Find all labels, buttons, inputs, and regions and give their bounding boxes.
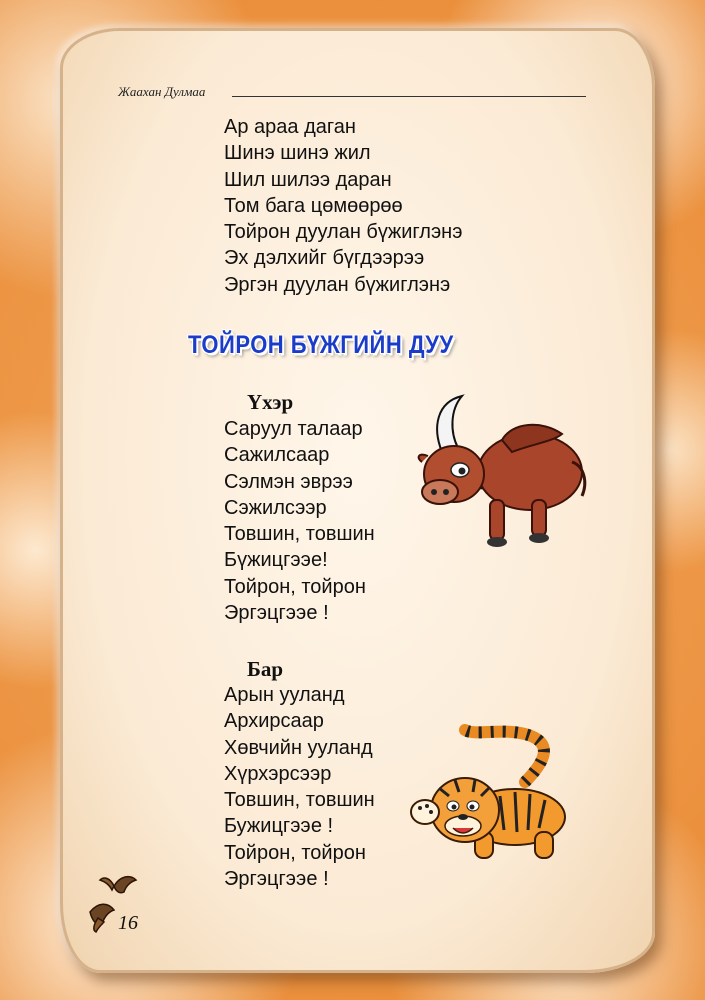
verse-line: Тойрон, тойрон [224,841,366,864]
ox-illustration [412,392,592,552]
verse-line: Эх дэлхийг бүгдээрээ [224,247,425,270]
verse-line: Архирсаар [224,710,324,733]
tiger-illustration [405,722,585,872]
verse-line: Сэлмэн эврээ [224,470,353,493]
verse-line: Бужицгээе ! [224,815,334,838]
verse-line: Сэжилсээр [224,496,327,519]
verse-line: Бүжицгээе! [224,549,328,572]
verse-line: Шинэ шинэ жил [224,142,371,165]
verse-line: Эргэн дуулан бүжиглэнэ [224,273,451,296]
verse-line: Тойрон, тойрон [224,575,366,598]
verse-line: Сажилсаар [224,444,330,467]
author-name: Жаахан Дулмаа [118,84,206,99]
ox-verse [224,416,375,626]
tiger-heading: Бар [247,657,284,681]
verse-line: Тойрон дуулан бүжиглэнэ [224,221,463,244]
verse-line: Эргэцгээе ! [224,602,329,625]
verse-line: Эргэцгээе ! [224,868,329,891]
intro-verse [224,114,462,298]
song-title: ТОЙРОН БҮЖГИЙН ДУУ [188,330,454,359]
verse-line: Товшин, товшин [224,523,375,546]
verse-line: Арын ууланд [224,684,345,706]
header-rule [232,96,586,97]
verse-line: Ар араа даган [224,116,356,138]
verse-line: Хөвчийн ууланд [224,736,373,759]
verse-line: Шил шилээ даран [224,168,392,191]
page-number: 16 [118,912,138,934]
verse-line: Саруул талаар [224,418,363,440]
verse-line: Том бага цөмөөрөө [224,194,403,217]
ox-heading: Үхэр [247,390,294,414]
tiger-verse [224,682,375,892]
verse-line: Товшин, товшин [224,789,375,812]
verse-line: Хүрхэрсээр [224,762,332,785]
